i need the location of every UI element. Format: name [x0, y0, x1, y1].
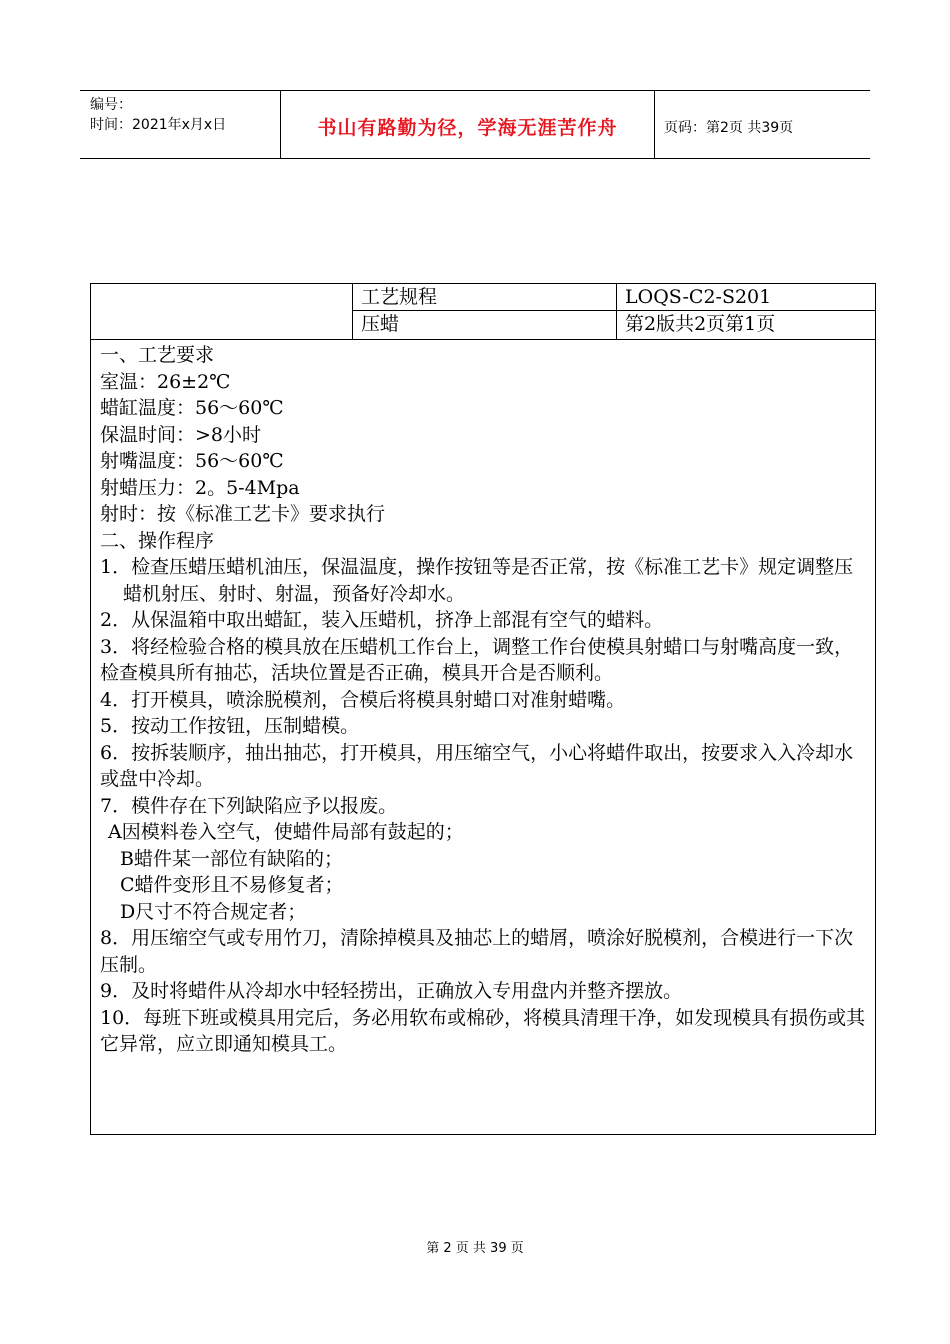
requirement-line: 射嘴温度：56～60℃	[100, 450, 284, 472]
requirement-line: 蜡缸温度：56～60℃	[100, 397, 284, 419]
procedure-content	[100, 342, 870, 1058]
requirement-line: 室温：26±2℃	[100, 370, 231, 393]
doc-number-label: 编号：	[90, 97, 132, 113]
requirement-line: 保温时间：>8小时	[100, 423, 262, 446]
process-name: 压蜡	[361, 313, 400, 335]
defect-item: D尺寸不符合规定者；	[120, 900, 307, 923]
process-document-table	[90, 283, 876, 1135]
table-divider	[352, 284, 353, 339]
procedure-step: 5．按动工作按钮，压制蜡模。	[100, 715, 360, 737]
requirement-line: 射时：按《标准工艺卡》要求执行	[100, 503, 386, 525]
procedure-step: 9．及时将蜡件从冷却水中轻轻捞出，正确放入专用盘内并整齐摆放。	[100, 980, 683, 1002]
procedure-step: 8．用压缩空气或专用竹刀，清除掉模具及抽芯上的蜡屑，喷涂好脱模剂，合模进行一下次压制。	[100, 927, 854, 976]
defect-item: C蜡件变形且不易修复者；	[120, 874, 344, 896]
section-heading: 一、工艺要求	[100, 344, 215, 366]
header-page-info: 页码：第2页 共39页	[664, 120, 794, 136]
procedure-step: 6．按拆装顺序，抽出抽芯，打开模具，用压缩空气，小心将蜡件取出，按要求入入冷却水或盘中冷却。	[100, 741, 854, 790]
header-divider	[654, 91, 655, 158]
requirement-line: 射蜡压力：2。5-4Mpa	[100, 476, 300, 499]
page-header	[80, 90, 870, 159]
doc-code: LOQS-C2-S201	[625, 286, 772, 308]
header-meta	[90, 95, 226, 135]
table-divider	[616, 284, 617, 339]
defect-item: B蜡件某一部位有缺陷的；	[120, 847, 343, 870]
date-label: 时间：2021年x月x日	[90, 117, 227, 133]
procedure-step: 7．模件存在下列缺陷应予以报废。	[100, 794, 398, 817]
procedure-step: 4．打开模具，喷涂脱模剂，合模后将模具射蜡口对准射蜡嘴。	[100, 688, 626, 711]
procedure-step: 10．每班下班或模具用完后，务必用软布或棉砂，将模具清理干净，如发现模具有损伤或其它异常，应立即通知模具工。	[100, 1006, 866, 1055]
procedure-step: 1．检查压蜡压蜡机油压，保温温度，操作按钮等是否正常，按《标准工艺卡》规定调整压蜡机射压、射时、射温，预备好冷却水。	[100, 556, 854, 605]
procedure-step: 2．从保温箱中取出蜡缸，装入压蜡机，挤净上部混有空气的蜡料。	[100, 609, 664, 631]
procedure-step: 3．将经检验合格的模具放在压蜡机工作台上，调整工作台使模具射蜡口与射嘴高度一致，检查模具所有抽芯，活块位置是否正确，模具开合是否顺利。	[100, 635, 854, 684]
defect-item: A因模料卷入空气，使蜡件局部有鼓起的；	[108, 821, 464, 843]
page-footer	[0, 1237, 950, 1256]
title-row	[91, 284, 875, 340]
header-motto: 书山有路勤为径，学海无涯苦作舟	[317, 117, 618, 139]
doc-type-label: 工艺规程	[361, 286, 438, 308]
table-divider	[352, 310, 875, 311]
section-heading: 二、操作程序	[100, 529, 215, 552]
version-info: 第2版共2页第1页	[625, 313, 776, 335]
footer-page-number: 第 2 页 共 39 页	[426, 1241, 524, 1256]
